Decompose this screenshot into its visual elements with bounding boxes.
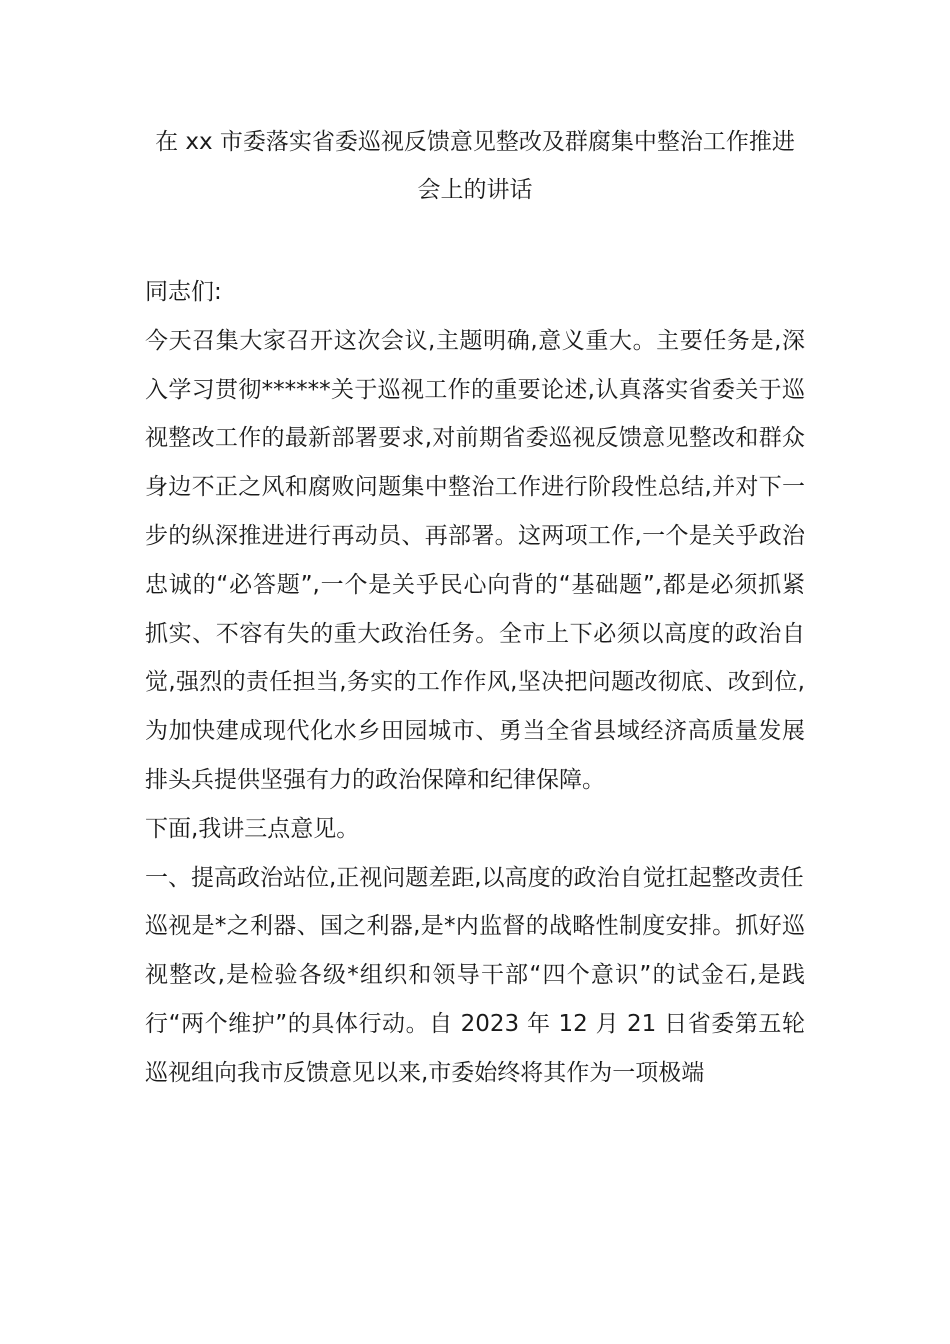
document-title bbox=[140, 118, 810, 214]
document-body bbox=[145, 268, 805, 1098]
title-line-2: 会上的讲话 bbox=[417, 177, 533, 203]
title-line-1: 在 xx 市委落实省委巡视反馈意见整改及群腐集中整治工作推进 bbox=[155, 129, 795, 155]
salutation: 同志们: bbox=[145, 279, 222, 305]
paragraph-opening: 今天召集大家召开这次会议,主题明确,意义重大。主要任务是,深入学习贯彻******关于巡视工作的重要论述,认真落实省委关于巡视整改工作的最新部署要求,对前期省委巡视反馈意见整改和群众身边不正之风和腐败问题集中整治工作进行阶段性总结,并对下一步的纵深推进进行再动员、再部署。这两项工作,一个是关乎政治忠诚的“必答题”,一个是关乎民心向背的“基础题”,都是必须抓紧抓实、不容有失的重大政治任务。全市上下必须以高度的政治自觉,强烈的责任担当,务实的工作作风,坚决把问题改彻底、改到位,为加快建成现代化水乡田园城市、勇当全省县域经济高质量发展排头兵提供坚强有力的政治保障和纪律保障。 bbox=[145, 327, 805, 793]
paragraph-section-1: 巡视是*之利器、国之利器,是*内监督的战略性制度安排。抓好巡视整改,是检验各级*组织和领导干部“四个意识”的试金石,是践行“两个维护”的具体行动。自 2023 年 12 月 21 日省委第五轮巡视组向我市反馈意见以来,市委始终将其作为一项极端 bbox=[145, 913, 805, 1086]
section-heading-1: 一、提高政治站位,正视问题差距,以高度的政治自觉扛起整改责任 bbox=[145, 864, 804, 891]
paragraph-intro: 下面,我讲三点意见。 bbox=[145, 815, 360, 842]
